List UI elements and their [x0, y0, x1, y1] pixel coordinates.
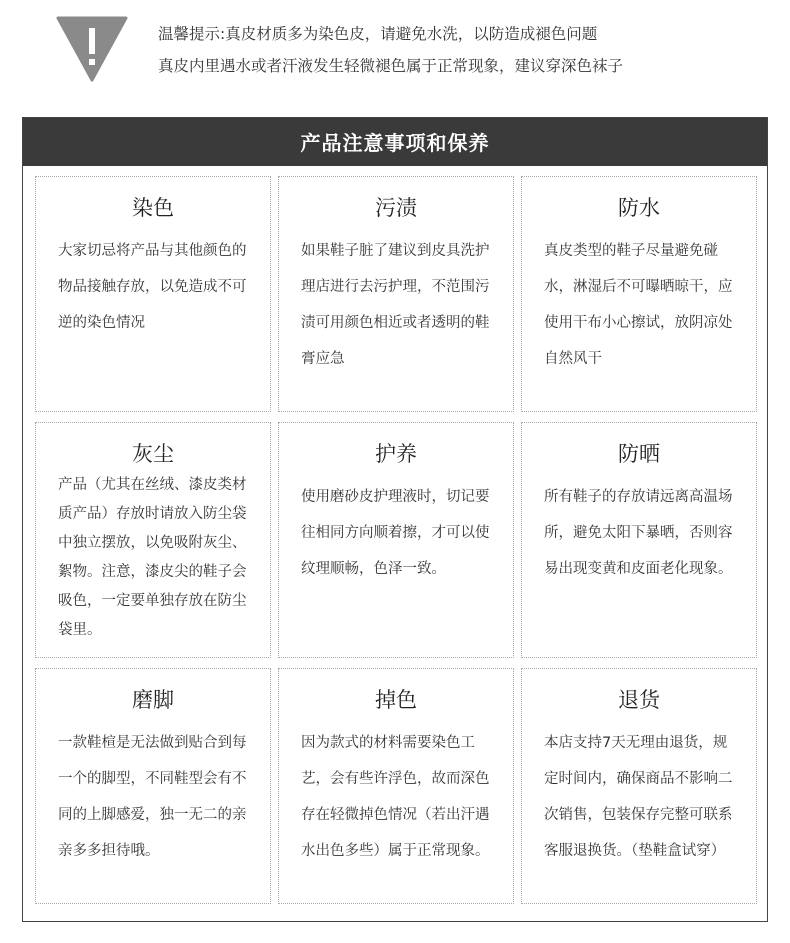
card-title: 灰尘	[132, 442, 174, 466]
card-returns	[521, 668, 757, 904]
card-care	[278, 422, 514, 658]
exclamation-triangle-icon	[56, 16, 128, 82]
card-text: 产品（尤其在丝绒、漆皮类材质产品）存放时请放入防尘袋中独立摆放，以免吸附灰尘、絮物。注意，漆皮尖的鞋子会吸色，一定要单独存放在防尘袋里。	[58, 477, 247, 638]
notice-line-2: 真皮内里遇水或者汗液发生轻微褪色属于正常现象，建议穿深色袜子	[158, 57, 624, 75]
card-dyeing	[35, 176, 271, 412]
notice-line-1: 温馨提示:真皮材质多为染色皮，请避免水洗，以防造成褪色问题	[158, 25, 598, 43]
card-title: 掉色	[375, 688, 417, 712]
card-text: 如果鞋子脏了建议到皮具洗护理店进行去污护理，不范围污渍可用颜色相近或者透明的鞋膏应急	[301, 243, 490, 367]
card-text: 使用磨砂皮护理液时，切记要往相同方向顺着擦，才可以使纹理顺畅，色泽一致。	[301, 489, 490, 577]
card-title: 染色	[132, 196, 174, 220]
care-notice	[56, 14, 776, 84]
card-text: 一款鞋楦是无法做到贴合到每一个的脚型，不同鞋型会有不同的上脚感爱，独一无二的亲亲多多担待哦。	[58, 735, 247, 859]
card-text: 本店支持7天无理由退货，规定时间内，确保商品不影响二次销售，包装保存完整可联系客服退换货。（垫鞋盒试穿）	[544, 735, 733, 859]
card-title: 防水	[618, 196, 660, 220]
card-stains	[278, 176, 514, 412]
card-foot-fit	[35, 668, 271, 904]
card-title: 护养	[375, 442, 417, 466]
card-text: 所有鞋子的存放请远离高温场所，避免太阳下暴晒，否则容易出现变黄和皮面老化现象。	[544, 489, 733, 577]
card-waterproof	[521, 176, 757, 412]
card-sun-protection	[521, 422, 757, 658]
card-title: 磨脚	[132, 688, 174, 712]
card-text: 因为款式的材料需要染色工艺，会有些许浮色，故而深色存在轻微掉色情况（若出汗遇水出色多些）属于正常现象。	[301, 735, 490, 859]
panel-title: 产品注意事项和保养	[23, 118, 767, 166]
card-fading	[278, 668, 514, 904]
care-panel	[22, 117, 768, 922]
card-title: 退货	[618, 688, 660, 712]
card-title: 污渍	[375, 196, 417, 220]
card-dust	[35, 422, 271, 658]
card-text: 大家切忌将产品与其他颜色的物品接触存放，以免造成不可逆的染色情况	[58, 243, 247, 331]
card-title: 防晒	[618, 442, 660, 466]
card-text: 真皮类型的鞋子尽量避免碰水，淋湿后不可曝晒晾干，应使用干布小心擦试，放阴凉处自然风干	[544, 243, 733, 367]
